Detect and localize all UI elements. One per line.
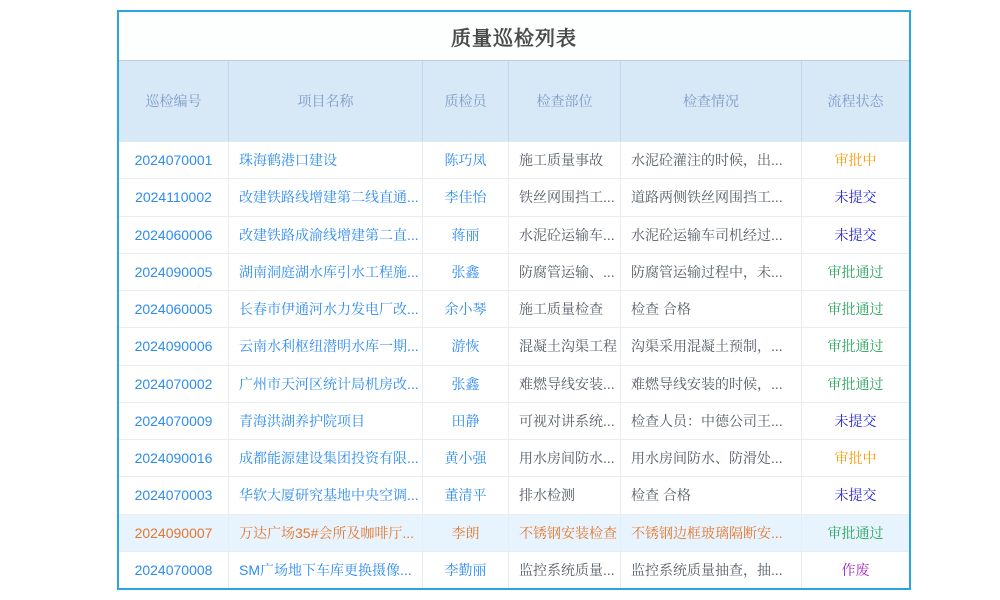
table-row[interactable] — [119, 551, 909, 588]
inspection-situation-text: 难燃导线安装的时候，... — [621, 366, 802, 402]
project-name-link[interactable]: 万达广场35#会所及咖啡厅... — [229, 515, 423, 551]
inspection-id-link[interactable]: 2024060005 — [119, 291, 229, 327]
inspection-part-text: 难燃导线安装... — [509, 366, 621, 402]
inspection-situation-text: 监控系统质量抽查，抽... — [621, 552, 802, 588]
inspector-name-link[interactable]: 张鑫 — [423, 366, 509, 402]
inspection-part-text: 施工质量事故 — [509, 142, 621, 178]
inspection-id-link[interactable]: 2024090006 — [119, 328, 229, 364]
table-row[interactable] — [119, 514, 909, 551]
inspection-part-text: 防腐管运输、... — [509, 254, 621, 290]
inspection-part-text: 混凝土沟渠工程 — [509, 328, 621, 364]
inspection-part-text: 监控系统质量... — [509, 552, 621, 588]
table-row[interactable] — [119, 365, 909, 402]
inspection-situation-text: 水泥砼灌注的时候，出... — [621, 142, 802, 178]
page-title: 质量巡检列表 — [119, 12, 909, 60]
project-name-link[interactable]: 成都能源建设集团投资有限... — [229, 440, 423, 476]
project-name-link[interactable]: 华软大厦研究基地中央空调... — [229, 477, 423, 513]
status-label: 审批通过 — [827, 301, 884, 318]
inspection-part-text: 可视对讲系统... — [509, 403, 621, 439]
inspector-name-link[interactable]: 李朗 — [423, 515, 509, 551]
project-name-link[interactable]: SM广场地下车库更换摄像... — [229, 552, 423, 588]
table-header — [119, 60, 909, 142]
inspection-part-text: 排水检测 — [509, 477, 621, 513]
column-header-inspection-part: 检查部位 — [509, 61, 621, 141]
inspection-situation-text: 水泥砼运输车司机经过... — [621, 217, 802, 253]
table-row[interactable] — [119, 142, 909, 178]
inspection-situation-text: 道路两侧铁丝网围挡工... — [621, 179, 802, 215]
inspector-name-link[interactable]: 游恢 — [423, 328, 509, 364]
status-label: 审批中 — [834, 450, 877, 467]
column-header-inspection-id: 巡检编号 — [119, 61, 229, 141]
column-header-inspection-situation: 检查情况 — [621, 61, 802, 141]
status-label: 审批通过 — [827, 375, 884, 392]
column-header-project-name: 项目名称 — [229, 61, 423, 141]
inspection-id-link[interactable]: 2024110002 — [119, 179, 229, 215]
table-row[interactable] — [119, 290, 909, 327]
inspection-situation-text: 检查人员：中德公司王... — [621, 403, 802, 439]
inspection-part-text: 施工质量检查 — [509, 291, 621, 327]
inspection-situation-text: 检查 合格 — [621, 291, 802, 327]
table-row[interactable] — [119, 476, 909, 513]
status-label: 审批通过 — [827, 263, 884, 280]
inspection-id-link[interactable]: 2024070008 — [119, 552, 229, 588]
table-body — [119, 142, 909, 588]
status-label: 未提交 — [834, 487, 877, 504]
inspector-name-link[interactable]: 田静 — [423, 403, 509, 439]
inspection-id-link[interactable]: 2024070002 — [119, 366, 229, 402]
inspection-situation-text: 检查 合格 — [621, 477, 802, 513]
inspection-situation-text: 不锈钢边框玻璃隔断安... — [621, 515, 802, 551]
quality-inspection-panel — [117, 10, 911, 590]
inspector-name-link[interactable]: 董清平 — [423, 477, 509, 513]
table-row[interactable] — [119, 402, 909, 439]
project-name-link[interactable]: 广州市天河区统计局机房改... — [229, 366, 423, 402]
inspector-name-link[interactable]: 余小琴 — [423, 291, 509, 327]
inspection-part-text: 水泥砼运输车... — [509, 217, 621, 253]
status-label: 作废 — [841, 561, 870, 578]
inspector-name-link[interactable]: 陈巧凤 — [423, 142, 509, 178]
inspection-id-link[interactable]: 2024090007 — [119, 515, 229, 551]
inspector-name-link[interactable]: 黄小强 — [423, 440, 509, 476]
project-name-link[interactable]: 改建铁路线增建第二线直通... — [229, 179, 423, 215]
inspection-id-link[interactable]: 2024090016 — [119, 440, 229, 476]
status-label: 审批通过 — [827, 524, 884, 541]
table-row[interactable] — [119, 216, 909, 253]
inspection-id-link[interactable]: 2024060006 — [119, 217, 229, 253]
project-name-link[interactable]: 长春市伊通河水力发电厂改... — [229, 291, 423, 327]
inspection-situation-text: 防腐管运输过程中，未... — [621, 254, 802, 290]
project-name-link[interactable]: 云南水利枢纽潜明水库一期... — [229, 328, 423, 364]
status-label: 审批通过 — [827, 338, 884, 355]
column-header-inspector: 质检员 — [423, 61, 509, 141]
inspector-name-link[interactable]: 张鑫 — [423, 254, 509, 290]
inspection-situation-text: 用水房间防水、防滑处... — [621, 440, 802, 476]
inspection-table — [119, 60, 909, 588]
status-label: 未提交 — [834, 189, 877, 206]
table-row[interactable] — [119, 178, 909, 215]
inspection-id-link[interactable]: 2024090005 — [119, 254, 229, 290]
inspection-situation-text: 沟渠采用混凝土预制，... — [621, 328, 802, 364]
inspector-name-link[interactable]: 李佳怡 — [423, 179, 509, 215]
inspection-id-link[interactable]: 2024070009 — [119, 403, 229, 439]
status-label: 审批中 — [834, 152, 877, 169]
inspection-part-text: 铁丝网围挡工... — [509, 179, 621, 215]
project-name-link[interactable]: 改建铁路成渝线增建第二直... — [229, 217, 423, 253]
inspection-part-text: 不锈钢安装检查 — [509, 515, 621, 551]
column-header-process-status: 流程状态 — [827, 93, 884, 109]
inspector-name-link[interactable]: 李勤丽 — [423, 552, 509, 588]
inspection-id-link[interactable]: 2024070003 — [119, 477, 229, 513]
project-name-link[interactable]: 青海洪湖养护院项目 — [229, 403, 423, 439]
table-row[interactable] — [119, 439, 909, 476]
status-label: 未提交 — [834, 412, 877, 429]
table-row[interactable] — [119, 327, 909, 364]
inspection-part-text: 用水房间防水... — [509, 440, 621, 476]
table-row[interactable] — [119, 253, 909, 290]
inspection-id-link[interactable]: 2024070001 — [119, 142, 229, 178]
project-name-link[interactable]: 珠海鹤港口建设 — [229, 142, 423, 178]
status-label: 未提交 — [834, 226, 877, 243]
project-name-link[interactable]: 湖南洞庭湖水库引水工程施... — [229, 254, 423, 290]
inspector-name-link[interactable]: 蒋丽 — [423, 217, 509, 253]
